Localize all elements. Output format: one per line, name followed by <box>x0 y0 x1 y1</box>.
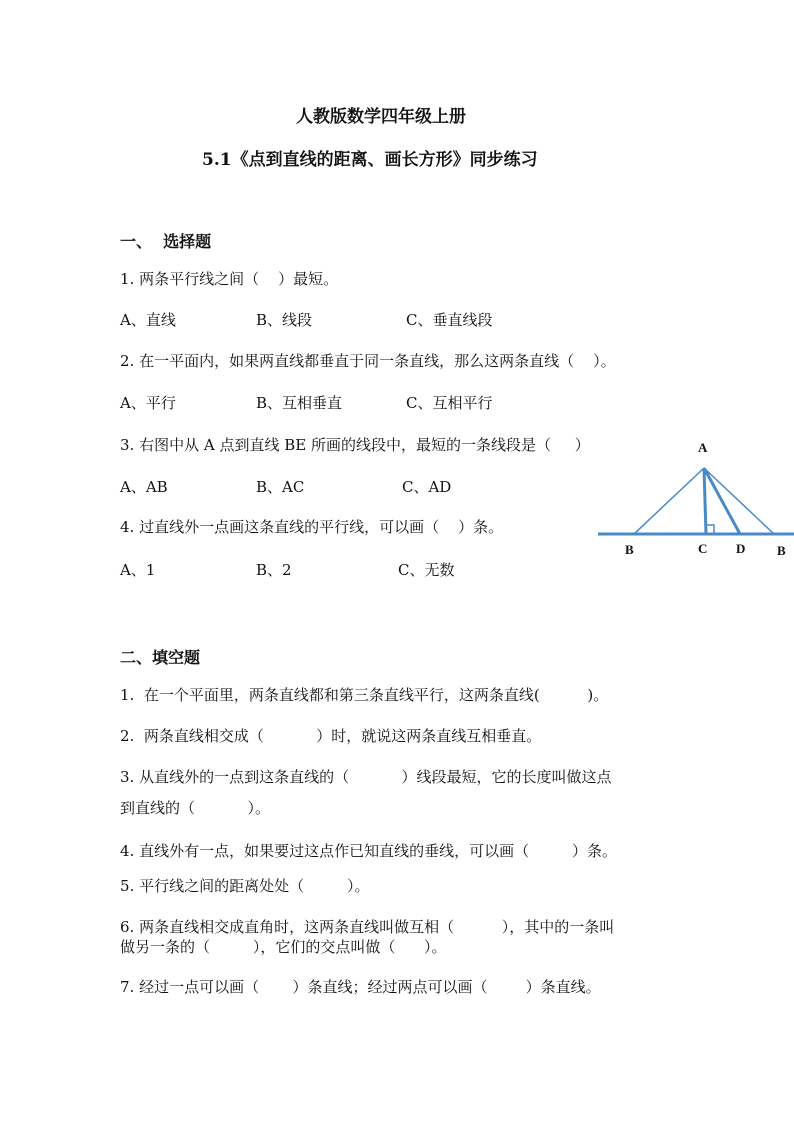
question-2-3-line-2: 到直线的（ ）。 <box>120 799 270 817</box>
page-title: 人教版数学四年级上册 <box>296 107 466 127</box>
q1-4-option-a: A、1 <box>120 561 156 579</box>
segment-ab <box>634 468 704 534</box>
segment-ad <box>704 468 740 534</box>
label-a: A <box>698 440 708 455</box>
section-2-heading: 二、填空题 <box>120 648 201 667</box>
q1-4-option-b: B、2 <box>256 561 292 579</box>
question-1-1: 1. 两条平行线之间（ ）最短。 <box>120 270 339 288</box>
label-b-right: B <box>777 543 786 558</box>
label-c: C <box>698 541 708 556</box>
question-2-7: 7. 经过一点可以画（ ）条直线；经过两点可以画（ ）条直线。 <box>120 978 601 996</box>
question-1-4: 4. 过直线外一点画这条直线的平行线，可以画（ ）条。 <box>120 518 504 536</box>
question-2-1: 1. 在一个平面里，两条直线都和第三条直线平行，这两条直线( )。 <box>120 686 609 704</box>
q1-2-option-a: A、平行 <box>120 394 176 412</box>
question-2-6-line-2: 做另一条的（ ），它们的交点叫做（ ）。 <box>120 938 447 956</box>
label-d: D <box>736 541 746 556</box>
q1-1-option-a: A、直线 <box>120 311 176 329</box>
q1-2-option-c: C、互相平行 <box>406 394 493 412</box>
question-2-3-line-1: 3. 从直线外的一点到这条直线的（ ）线段最短，它的长度叫做这点 <box>120 768 612 786</box>
q1-3-option-b: B、AC <box>256 478 305 496</box>
segment-ac <box>704 468 706 534</box>
q1-4-option-c: C、无数 <box>398 561 455 579</box>
question-1-2: 2. 在一平面内，如果两直线都垂直于同一条直线，那么这两条直线（ ）。 <box>120 352 616 370</box>
q1-2-option-b: B、互相垂直 <box>256 394 343 412</box>
question-2-2: 2. 两条直线相交成（ ）时，就说这两条直线互相垂直。 <box>120 727 542 745</box>
geometry-figure <box>596 438 794 564</box>
question-2-4: 4. 直线外有一点，如果要过这点作已知直线的垂线，可以画（ ）条。 <box>120 842 617 860</box>
q1-1-option-b: B、线段 <box>256 311 313 329</box>
question-2-5: 5. 平行线之间的距离处处（ ）。 <box>120 877 370 895</box>
q1-1-option-c: C、垂直线段 <box>406 311 493 329</box>
q1-3-option-c: C、AD <box>402 478 452 496</box>
segment-ae <box>704 468 774 534</box>
page-subtitle: 5.1《点到直线的距离、画长方形》同步练习 <box>202 150 538 170</box>
question-1-3: 3. 右图中从 A 点到直线 BE 所画的线段中，最短的一条线段是（ ） <box>120 436 590 454</box>
q1-3-option-a: A、AB <box>120 478 168 496</box>
question-2-6-line-1: 6. 两条直线相交成直角时，这两条直线叫做互相（ ），其中的一条叫 <box>120 918 615 936</box>
section-1-heading: 一、 选择题 <box>120 232 212 251</box>
label-b-left: B <box>625 542 634 557</box>
